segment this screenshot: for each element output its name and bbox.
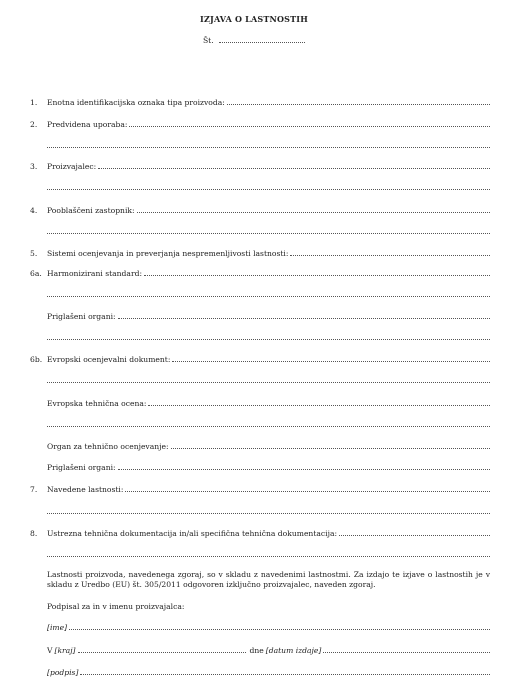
fill-line[interactable] [118, 317, 490, 319]
fill-line[interactable] [47, 555, 490, 557]
fill-line[interactable] [47, 295, 490, 297]
fill-line[interactable] [47, 381, 490, 383]
item-6b-assessment-body [30, 440, 490, 451]
item-label: Navedene lastnosti: [47, 485, 124, 494]
fill-line[interactable] [339, 534, 490, 536]
item-number: 8. [30, 529, 38, 538]
item-label: Ustrezna tehnična dokumentacija in/ali specifična tehnična dokumentacija: [47, 529, 338, 538]
item-label: Evropska tehnična ocena: [47, 399, 147, 408]
name-placeholder: [ime] [47, 623, 68, 632]
item-6b-notified-bodies [30, 461, 490, 472]
item-number: 5. [30, 249, 38, 258]
item-1 [30, 96, 490, 107]
sign-placeholder: [podpis] [47, 668, 79, 677]
fill-line[interactable] [98, 167, 490, 169]
item-4 [30, 204, 490, 215]
signature-sign-row [47, 666, 490, 677]
item-7 [30, 483, 490, 494]
date-prefix: dne [249, 646, 264, 655]
signature-intro: Podpisal za in v imenu proizvajalca: [47, 602, 185, 611]
fill-line[interactable] [47, 425, 490, 427]
fill-line[interactable] [137, 211, 490, 213]
declaration-text: Lastnosti proizvoda, navedenega zgoraj, so v skladu z navedenimi lastnostmi. Za izdajo te izjave o lastnostih je v skladu z Uredbo (EU) št. 305/2011 odgovoren izključno proizvajalec, naveden zgoraj. [47, 570, 490, 589]
place-prefix: V [47, 646, 53, 655]
fill-line[interactable] [47, 232, 490, 234]
fill-line[interactable] [171, 447, 490, 449]
item-5 [30, 247, 490, 258]
number-field[interactable] [219, 42, 305, 43]
item-number: 6a. [30, 269, 42, 278]
date-field[interactable] [323, 651, 490, 653]
item-label: Priglašeni organi: [47, 463, 116, 472]
fill-line[interactable] [144, 274, 490, 276]
item-number: 1. [30, 98, 38, 107]
item-number: 3. [30, 162, 38, 171]
fill-line[interactable] [118, 468, 490, 470]
sign-field[interactable] [80, 673, 490, 675]
fill-line[interactable] [47, 512, 490, 514]
item-number: 4. [30, 206, 38, 215]
fill-line[interactable] [125, 490, 490, 492]
fill-line[interactable] [129, 125, 490, 127]
signature-name-row [47, 621, 490, 632]
fill-line[interactable] [290, 254, 490, 256]
item-label: Priglašeni organi: [47, 312, 116, 321]
item-label: Organ za tehnično ocenjevanje: [47, 442, 169, 451]
item-label: Harmonizirani standard: [47, 269, 142, 278]
document-title: IZJAVA O LASTNOSTIH [200, 14, 308, 24]
item-6a [30, 267, 490, 278]
fill-line[interactable] [227, 103, 490, 105]
date-placeholder: [datum izdaje] [265, 646, 322, 655]
fill-line[interactable] [47, 338, 490, 340]
fill-line[interactable] [47, 188, 490, 190]
name-field[interactable] [69, 628, 490, 630]
item-label: Proizvajalec: [47, 162, 97, 171]
item-label: Pooblaščeni zastopnik: [47, 206, 135, 215]
place-field[interactable] [78, 651, 246, 653]
item-6b [30, 353, 490, 364]
fill-line[interactable] [172, 360, 490, 362]
place-placeholder: [kraj] [54, 646, 76, 655]
item-3 [30, 160, 490, 171]
item-6b-technical-assessment [30, 397, 490, 408]
item-2 [30, 118, 490, 129]
item-label: Sistemi ocenjevanja in preverjanja nespremenljivosti lastnosti: [47, 249, 289, 258]
fill-line[interactable] [148, 404, 490, 406]
fill-line[interactable] [47, 146, 490, 148]
item-number: 2. [30, 120, 38, 129]
item-number: 7. [30, 485, 38, 494]
number-prefix: Št. [202, 36, 214, 45]
document-number [0, 36, 508, 45]
item-6a-notified-bodies [30, 310, 490, 321]
item-number: 6b. [30, 355, 43, 364]
item-8 [30, 527, 490, 538]
item-label: Enotna identifikacijska oznaka tipa proizvoda: [47, 98, 225, 107]
item-label: Predvidena uporaba: [47, 120, 128, 129]
signature-place-date-row [47, 644, 490, 655]
item-label: Evropski ocenjevalni dokument: [47, 355, 171, 364]
